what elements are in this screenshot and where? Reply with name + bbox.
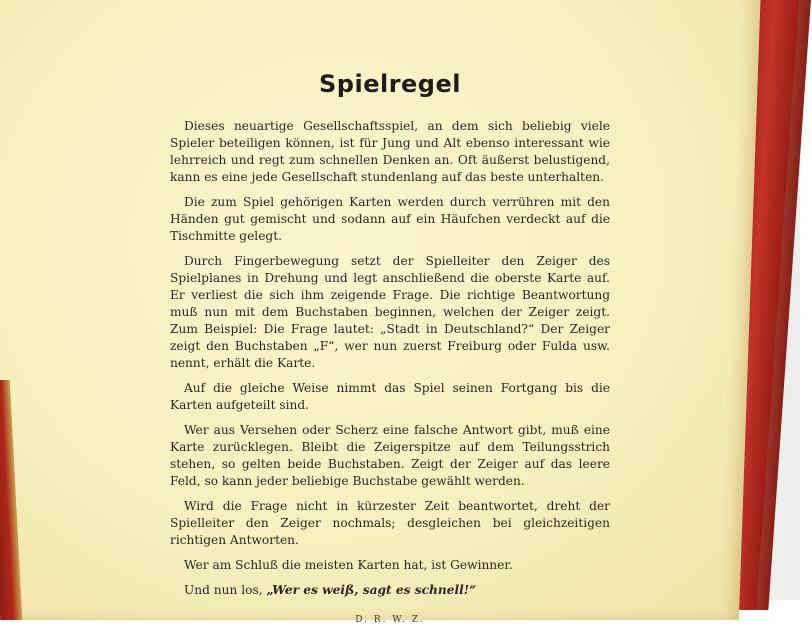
paragraph-text: Dieses neuartige Gesellschaftsspiel, an dem sich beliebig viele Spieler beteiligen können, ist für Jung und Alt ebenso interessant wie lehrreich und regt zum schnellen Denken an. Oft äußerst belustigend, kann es eine jede Gesellschaft stundenlang auf das beste unterhalten. — [170, 119, 610, 184]
paragraph-text: Auf die gleiche Weise nimmt das Spiel seinen Fortgang bis die Karten aufgeteilt sind. — [170, 381, 610, 412]
rules-paragraph-1 — [170, 118, 610, 186]
rules-paragraph-2 — [170, 194, 610, 245]
paragraph-text: Die zum Spiel gehörigen Karten werden durch verrühren mit den Händen gut gemischt und sodann auf ein Häufchen verdeckt auf die Tischmitte gelegt. — [170, 195, 610, 243]
paragraph-text: Durch Fingerbewegung setzt der Spielleiter den Zeiger des Spielplanes in Drehung und legt anschließend die oberste Karte auf. Er verliest die sich ihm zeigende Frage. Die richtige Beantwortung muß nun mit dem Buchstaben beginnen, welchen der Zeiger zeigt. Zum Beispiel: Die Frage lautet: „Stadt in Deutschland?“ Der Zeiger zeigt den Buchstaben „F“, wer nun zuerst Freiburg oder Fulda usw. nennt, erhält die Karte. — [170, 254, 610, 370]
closing-line — [170, 582, 610, 599]
rules-paragraph-7 — [170, 557, 610, 574]
closing-prefix: Und nun los, — [184, 583, 263, 597]
closing-slogan: „Wer es weiß, sagt es schnell!“ — [266, 583, 477, 597]
rules-text-block — [170, 70, 610, 625]
rules-paragraph-4 — [170, 380, 610, 414]
rules-paragraph-3 — [170, 253, 610, 372]
paragraph-text: Wer am Schluß die meisten Karten hat, ist Gewinner. — [184, 558, 513, 572]
document-title: Spielregel — [319, 70, 461, 98]
rules-paragraph-5 — [170, 422, 610, 490]
publisher-signature: D. R. W. Z. — [355, 615, 425, 625]
paragraph-text: Wird die Frage nicht in kürzester Zeit beantwortet, dreht der Spielleiter den Zeiger nochmals; desgleichen bei gleichzeitigen richtigen Antworten. — [170, 499, 610, 547]
paragraph-text: Wer aus Versehen oder Scherz eine falsche Antwort gibt, muß eine Karte zurücklegen. Bleibt die Zeigerspitze auf dem Teilungsstrich stehen, so gelten beide Buchstaben. Zeigt der Zeiger auf das leere Feld, so kann jeder beliebige Buchstabe gewählt werden. — [170, 423, 610, 488]
rules-paragraph-6 — [170, 498, 610, 549]
